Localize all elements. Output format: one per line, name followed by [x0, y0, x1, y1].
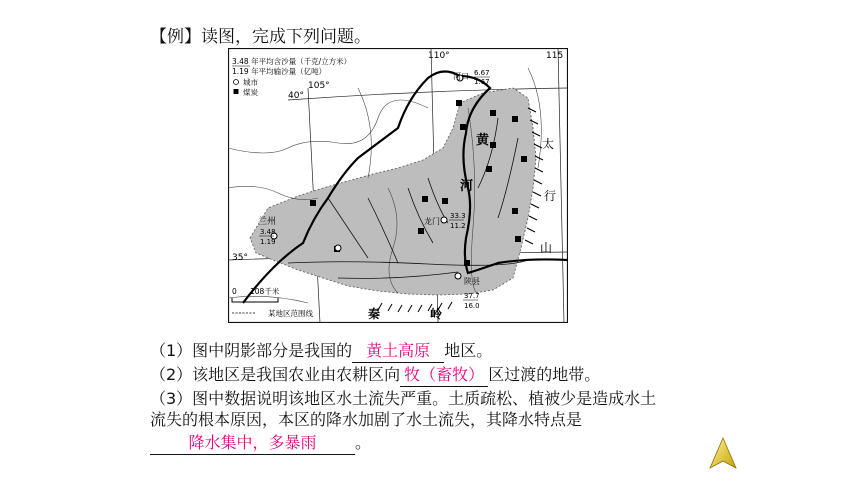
q3-suffix: 。 [355, 433, 372, 452]
mountain-label-ling: 岭 [430, 307, 443, 321]
legend-boundary: 某地区范围线 [268, 309, 313, 318]
q2-answer-blank: 牧（畜牧） [400, 364, 488, 387]
question-2 [150, 364, 600, 387]
lat-35-label: 35° [232, 253, 248, 263]
lat-40-label: 40° [288, 91, 304, 101]
legend-city: 城市 [243, 78, 258, 87]
question-3-line-2: 流失的根本原因，本区的降水加剧了水土流失，其降水特点是 [150, 410, 583, 429]
shanxian-label: 陕县 [464, 277, 480, 286]
lon-105-label: 105° [308, 81, 330, 91]
legend-sediment-transport: 1.19 年平均输沙量（亿吨） [232, 67, 327, 76]
river-label-huang: 黄 [476, 133, 490, 148]
scale-label: 108千米 [250, 287, 280, 296]
mountain-label-hang: 行 [544, 189, 557, 203]
shanxian-value-1: 37.7 [464, 292, 480, 300]
lon-115-label: 115 [546, 51, 564, 61]
hekou-label: 河口 [453, 72, 469, 81]
lanzhou-value-2: 1.19 [260, 238, 276, 246]
q1-suffix: 地区。 [444, 341, 493, 360]
question-3-answer-line [150, 432, 371, 455]
q1-answer-blank: 黄土高原 [352, 340, 444, 363]
hekou-value-1: 6.67 [474, 69, 490, 77]
lanzhou-value-1: 3.48 [260, 228, 276, 236]
q2-prefix: （2）该地区是我国农业由农耕区向 [150, 365, 401, 384]
mountain-label-shan: 山 [540, 241, 553, 255]
page-title: 【例】读图，完成下列问题。 [150, 27, 371, 47]
legend-sediment-content: 3.48 年平均含沙量（千克/立方米） [232, 57, 352, 66]
hekou-value-2: 1.67 [474, 78, 490, 86]
longmen-label: 龙门 [424, 217, 440, 226]
river-label-he: 河 [460, 179, 474, 194]
legend-coal: 煤炭 [243, 88, 258, 97]
yellow-river-map [228, 48, 568, 323]
question-3-line-1: （3）图中数据说明该地区水土流失严重。土质疏松、植被少是造成水土 [150, 389, 657, 408]
q1-prefix: （1）图中阴影部分是我国的 [150, 341, 353, 360]
lanzhou-label: 兰州 [258, 217, 277, 227]
next-arrow-icon[interactable] [708, 436, 738, 470]
mountain-label-qin: 秦 [368, 307, 381, 321]
shanxian-value-2: 16.0 [464, 302, 480, 310]
lon-110-label: 110° [428, 51, 450, 61]
scale-zero: 0 [232, 287, 237, 296]
q2-suffix: 区过渡的地带。 [488, 365, 601, 384]
longmen-value-1: 33.3 [450, 212, 466, 220]
mountain-label-tai: 太 [542, 137, 555, 151]
longmen-value-2: 11.2 [450, 222, 466, 230]
q3-answer-blank: 降水集中，多暴雨 [150, 432, 355, 455]
question-1 [150, 340, 492, 363]
